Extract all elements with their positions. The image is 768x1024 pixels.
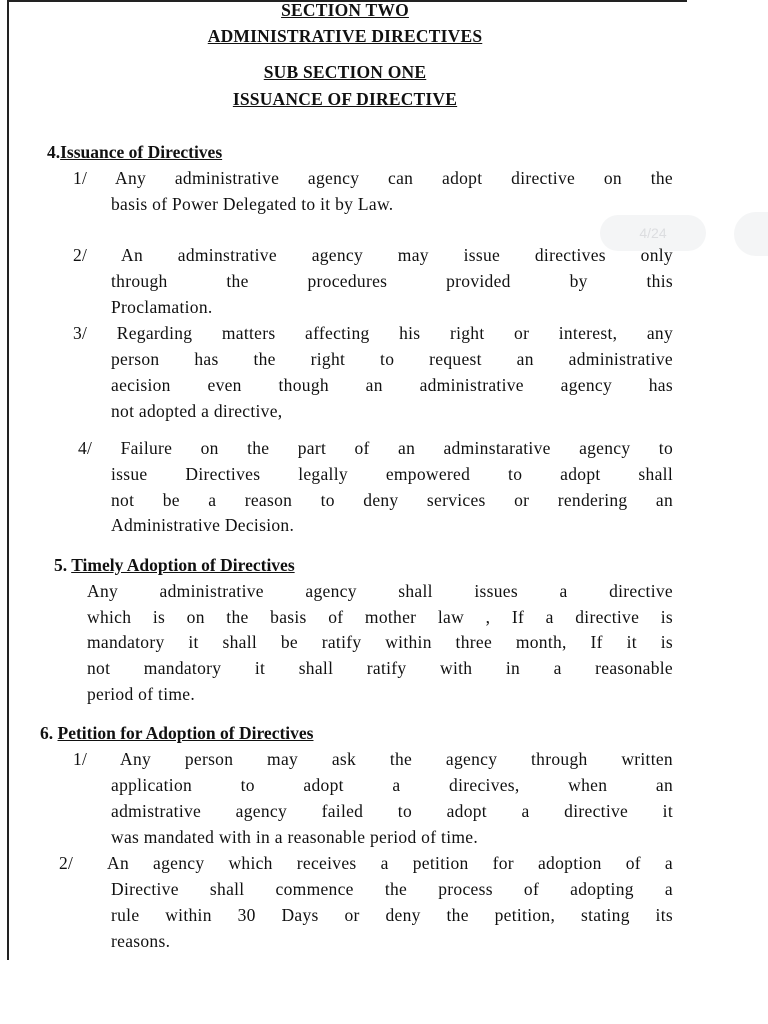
- section-6-item-2-number: 2/: [59, 853, 74, 873]
- section-6-item-1-line-4: was mandated with in a reasonable period of time.: [111, 827, 479, 847]
- section-6-item-2-line-1: An agency which receives a petition for adoption of a: [107, 853, 673, 873]
- section-title-text: Issuance of Directives: [60, 142, 223, 162]
- section-heading: SECTION TWO: [281, 0, 409, 20]
- subsection-heading: SUB SECTION ONE: [263, 62, 427, 82]
- section-4-item-4-line-4: Administrative Decision.: [111, 515, 295, 535]
- section-5-line-3: mandatory it shall be ratify within three month, If it is: [87, 632, 673, 652]
- section-title-text: Timely Adoption of Directives: [71, 555, 295, 575]
- section-number: 4.: [47, 142, 61, 162]
- section-5-line-1: Any administrative agency shall issues a directive: [87, 581, 673, 601]
- section-5-line-5: period of time.: [87, 684, 196, 704]
- section-number: 5.: [54, 555, 68, 575]
- section-title-text: Petition for Adoption of Directives: [57, 723, 314, 743]
- section-4-item-1-line-1: 1/ Any administrative agency can adopt directive on the: [73, 168, 673, 188]
- section-4-item-3-line-1: 3/ Regarding matters affecting his right or interest, any: [73, 323, 673, 343]
- subsection-title: ISSUANCE OF DIRECTIVE: [232, 89, 458, 109]
- section-5-line-2: which is on the basis of mother law , If a directive is: [87, 607, 673, 627]
- section-4-item-2-line-2: through the procedures provided by this: [111, 271, 673, 291]
- section-4-item-1-line-2: basis of Power Delegated to it by Law.: [111, 194, 394, 214]
- section-4-item-3-line-4: not adopted a directive,: [111, 401, 283, 421]
- section-4-item-2-line-1: 2/ An adminstrative agency may issue directives only: [73, 245, 673, 265]
- section-6-item-1-line-1: 1/ Any person may ask the agency through written: [73, 749, 673, 769]
- section-4-heading: [47, 142, 222, 163]
- section-6-item-1-line-3: admistrative agency failed to adopt a directive it: [111, 801, 673, 821]
- section-4-item-4-line-1: 4/ Failure on the part of an adminstarative agency to: [78, 438, 673, 458]
- section-number: 6.: [40, 723, 54, 743]
- edge-scroll-handle[interactable]: [734, 212, 768, 256]
- section-6-item-2-line-3: rule within 30 Days or deny the petition, stating its: [111, 905, 673, 925]
- section-4-item-3-line-3: aecision even though an administrative agency has: [111, 375, 673, 395]
- section-6-heading: [40, 723, 314, 744]
- left-border-line: [7, 0, 9, 960]
- section-title: ADMINISTRATIVE DIRECTIVES: [207, 26, 483, 46]
- section-4-item-2-line-3: Proclamation.: [111, 297, 213, 317]
- section-4-item-4-line-3: not be a reason to deny services or rendering an: [111, 490, 673, 510]
- section-4-item-4-line-2: issue Directives legally empowered to adopt shall: [111, 464, 673, 484]
- section-4-item-3-line-2: person has the right to request an administrative: [111, 349, 673, 369]
- section-6-item-2-line-2: Directive shall commence the process of adopting a: [111, 879, 673, 899]
- section-5-line-4: not mandatory it shall ratify with in a reasonable: [87, 658, 673, 678]
- section-5-heading: [54, 555, 295, 576]
- section-6-item-1-line-2: application to adopt a direcives, when an: [111, 775, 673, 795]
- section-6-item-2-line-4: reasons.: [111, 931, 171, 951]
- page-indicator-badge: 4/24: [600, 215, 706, 251]
